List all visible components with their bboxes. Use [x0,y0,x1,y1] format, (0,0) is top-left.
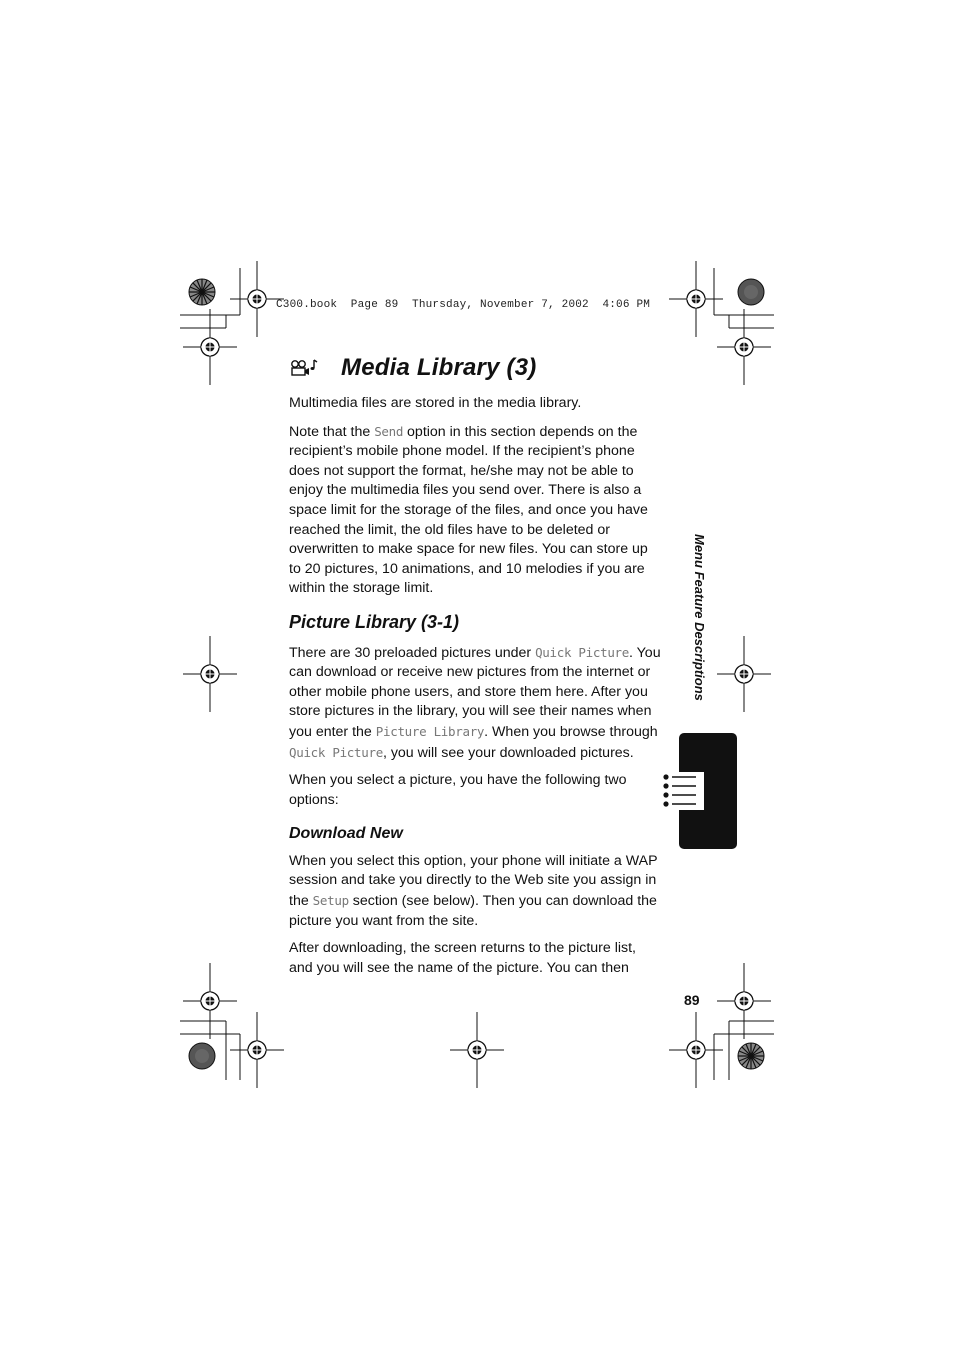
picture-library-heading: Picture Library (3-1) [289,611,460,632]
section-title [289,354,536,382]
picture-library-paragraph-1 [289,643,661,764]
media-library-icon [289,357,319,379]
intro-paragraph-2 [289,422,661,599]
page-title: Media Library (3) [341,354,537,381]
text-run: When you select this option, your phone will initiate a WAP session and take you directly to the Web site you assign in the [289,852,658,910]
page-number: 89 [684,992,700,1008]
text-run: There are 30 preloaded pictures under [289,644,536,661]
menu-list-icon [660,772,704,810]
download-new-paragraph-1 [289,852,661,931]
picture-library-paragraph-2: When you select a picture, you have the following two options: [289,772,627,808]
text-run: section (see below). Then you can download the picture you want from the site. [289,893,657,929]
text-run: , you will see your downloaded pictures. [382,744,634,761]
menu-term-picture-library: Picture Library [375,723,485,739]
download-new-paragraph-2: After downloading, the screen returns to the picture list, and you will see the name of the picture. You can then [289,940,636,976]
intro-paragraph-1: Multimedia files are stored in the media library. [289,395,582,411]
chapter-side-label [693,534,713,720]
menu-term-setup: Setup [312,893,349,909]
text-run: . You can download or receive new pictures from the internet or other mobile phone users, and store them here. After you store pictures in the library, you will see their names when you enter the [289,644,661,740]
text-run: option in this section depends on the recipient’s mobile phone model. If the recipient’s phone does not support the format, he/she may not be able to enjoy the multimedia files you send over. There is also a space limit for the storage of the files, and once you have reached the limit, the old files have to be deleted or overwritten to make space for new files. You can store up to 20 pictures, 10 animations, and 10 melodies if you are within the storage limit. [289,423,648,597]
text-run: . When you browse through [484,723,658,740]
download-new-heading: Download New [289,825,403,843]
print-header: C300.book Page 89 Thursday, November 7, 2002 4:06 PM [276,299,651,311]
menu-term-quick-picture: Quick Picture [535,644,630,660]
body-content [289,394,661,986]
chapter-label-text: Menu Feature Descriptions [692,534,707,701]
menu-term-send: Send [374,423,404,439]
text-run: Note that the [289,423,375,440]
menu-term-quick-picture: Quick Picture [289,744,383,760]
